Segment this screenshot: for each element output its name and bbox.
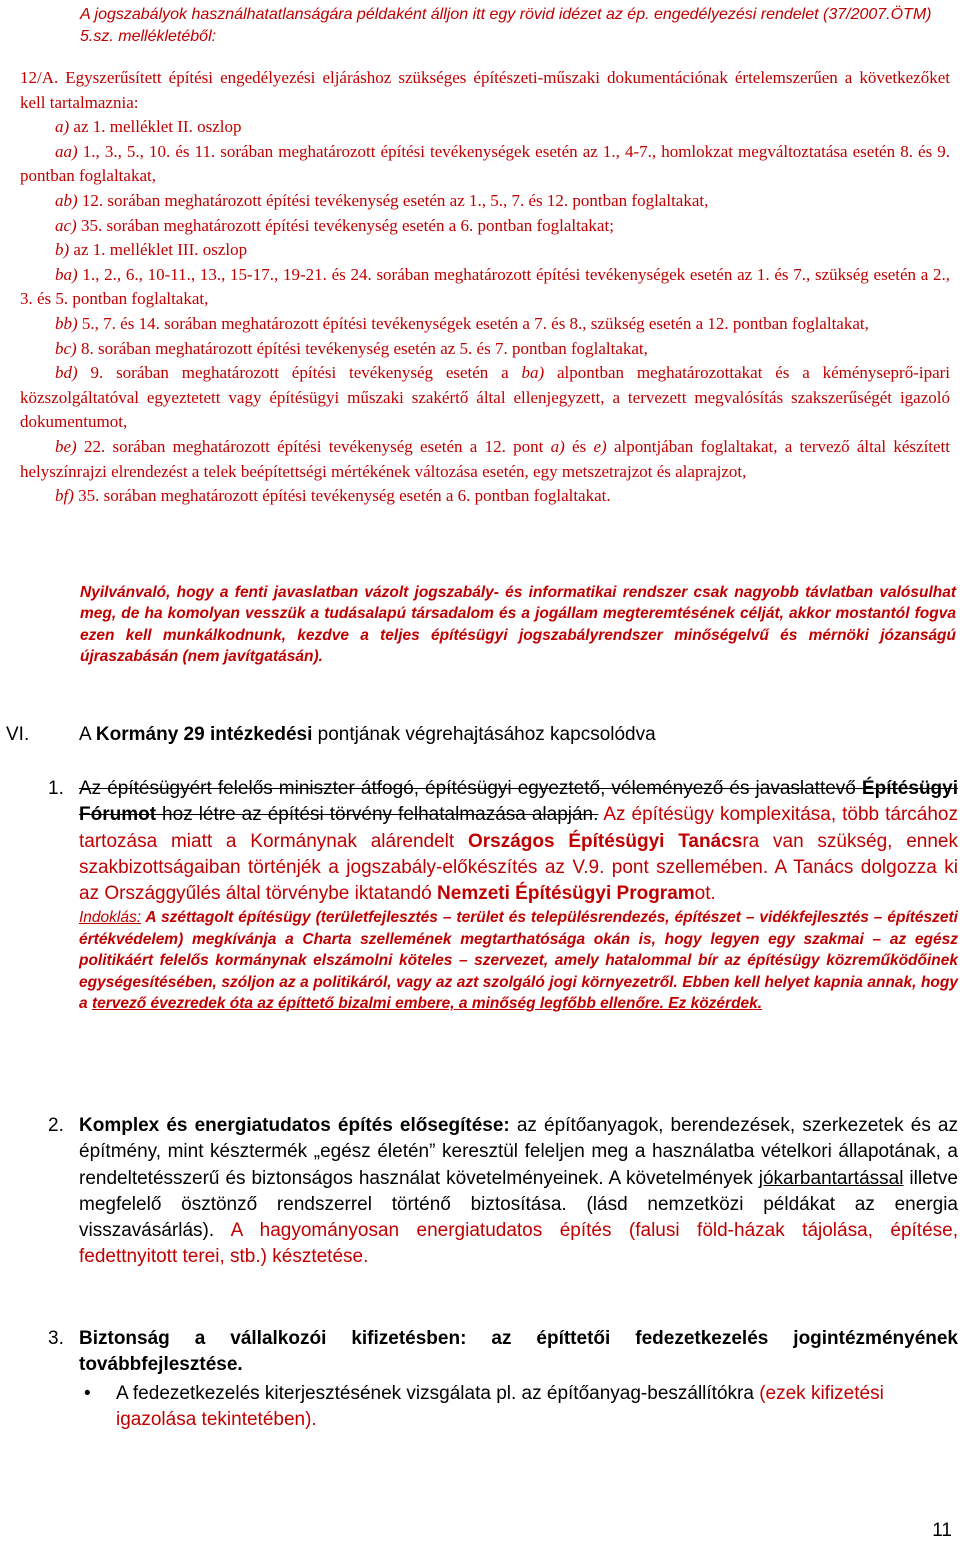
quote-heading: 12/A. Egyszerűsített építési engedélyezési eljáráshoz szükséges építészeti-műszaki dokumentációnak értelemszerűen a következőket kell tartalmaznia: — [20, 68, 950, 112]
item-3 — [48, 1326, 958, 1433]
regulation-quote — [20, 66, 950, 509]
page-number: 11 — [932, 1520, 952, 1541]
quote-bb: bb) 5., 7. és 14. sorában meghatározott építési tevékenységek esetén a 7. és 8., szükség esetén a 12. pontban foglaltakat, — [55, 313, 869, 333]
quote-ac: ac) 35. sorában meghatározott építési tevékenység esetén a 6. pontban foglaltakat; — [55, 215, 614, 235]
quote-aa: aa) 1., 3., 5., 10. és 11. sorában meghatározott építési tevékenységek esetén az 1., 4-7., homlokzat megváltoztatása esetén 8. és 9. pontban foglaltakat, — [20, 141, 951, 186]
intro-text: A jogszabályok használhatatlanságára példaként álljon itt egy rövid idézet az ép. engedélyezési rendelet (37/2007.ÖTM) 5.sz. mellékletéből: — [80, 6, 932, 45]
item-3-body: Biztonság a vállalkozói kifizetésben: az építtetői fedezetkezelés jogintézményének továbbfejlesztése. — [79, 1328, 958, 1376]
quote-ba: ba) 1., 2., 6., 10-11., 13., 15-17., 19-21. és 24. sorában meghatározott építési tevékenységek esetén az 1. és 7., szükség esetén a 2., 3. és 5. pontban foglaltakat, — [20, 264, 950, 309]
item-1-justification: Indoklás: A széttagolt építésügy (területfejlesztés – terület és településrendezés, építészet – vidékfejlesztés – építészeti értékvédelem) megkívánja a Charta szellemének megtarthatósága okán is, hogy legyen egy szakmai – az egész politikáért felelős kormánynak elszámolni köteles – szervezet, amely hatalommal bír az építésügy közreműködőinek egységesítésében, szóljon az a politikáról, vagy az azt szolgáló jogi környezetről. Ebben kell helyet kapnia annak, hogy a tervező évezredek óta az építtető bizalmi embere, a minőség legfőbb ellenőre. Ez közérdek. — [79, 909, 958, 1013]
section-title: A Kormány 29 intézkedési pontjának végrehajtásához kapcsolódva — [79, 724, 656, 745]
quote-bd: bd) 9. sorában meghatározott építési tevékenység esetén a ba) alpontban meghatározottakat és a kéményseprő-ipari közszolgáltatóval egyeztetett vagy építésügyi műszaki szakértő által ellenjegyzett, a tervezett megvalósítás szakszerűségét igazoló dokumentumot, — [20, 363, 951, 432]
quote-b: b) az 1. melléklet III. oszlop — [55, 240, 248, 260]
item-1-body: Az építésügyért felelős miniszter átfogó, építésügyi egyeztető, véleményező és javaslattevő Építésügyi Fórumot hoz létre az építési törvény felhatalmazása alapján. Az építésügy komplexitása, több tárcához tartozása miatt a Kormánynak alárendelt Országos Építésügyi Tanácsra van szükség, ennek szakbizottságaiban történjék a jogszabály-előkészítés az V.9. pont szellemében. A Tanács dolgozza ki az Országgyűlés által törvénybe iktatandó Nemzeti Építésügyi Programot. Indoklás: A széttagolt építésügy (területfejlesztés – terület és településrendezés, építészet – vidékfejlesztés – építészeti értékvédelem) megkívánja a Charta szellemének megtarthatósága okán is, hogy legyen egy szakmai – az egész politikáért felelős kormánynak elszámolni köteles – szervezet, amely hatalommal bír az építésügy közreműködőinek egységesítésében, szóljon az a politikáról, vagy az azt szolgáló jogi környezetről. Ebben kell helyet kapnia annak, hogy a tervező évezredek óta az építtető bizalmi embere, a minőség legfőbb ellenőre. Ez közérdek. — [79, 776, 958, 1015]
item-2-body: Komplex és energiatudatos építés elősegítése: az építőanyagok, berendezések, szerkezetek és az építmény, mint késztermék „egész életén” keresztül feleljen meg a használatba vételkori állapotának, a rendeltetésszerű és biztonságos használat követelményeinek. A követelmények jókarbantartással illetve megfelelő ösztönző rendszerrel történő biztosítása. (lásd nemzetközi példákat az energia visszavásárlás). A hagyományosan energiatudatos építés (falusi föld-házak tájolása, építése, fedettnyitott terei, stb.) késztetése. — [79, 1115, 959, 1268]
bullet-icon: • — [84, 1382, 91, 1404]
quote-ab: ab) 12. sorában meghatározott építési tevékenység esetén az 1., 5., 7. és 12. pontban foglaltakat, — [55, 190, 709, 210]
item-1-number: 1. — [48, 778, 64, 799]
commentary-note: Nyilvánvaló, hogy a fenti javaslatban vázolt jogszabály- és informatikai rendszer csak nagyobb távlatban valósulhat meg, de ha komolyan vesszük a tudásalapú társadalom és a jogállam megteremtésének célját, akkor mostantól fogva ezen kell munkálkodnunk, kezdve a teljes építésügyi jogszabályrendszer minőségelvű és mérnöki józanságú újraszabásán (nem javítgatásán). — [80, 584, 956, 666]
section-number: VI. — [6, 724, 30, 745]
quote-bc: bc) 8. sorában meghatározott építési tevékenység esetén az 5. és 7. pontban foglaltakat, — [55, 338, 648, 358]
quote-a: a) az 1. melléklet II. oszlop — [55, 117, 242, 137]
item-2-number: 2. — [48, 1115, 64, 1136]
quote-bf: bf) 35. sorában meghatározott építési tevékenység esetén a 6. pontban foglaltakat. — [55, 486, 611, 506]
item-2 — [48, 1113, 958, 1271]
item-1 — [48, 776, 958, 1015]
quote-be: be) 22. sorában meghatározott építési tevékenység esetén a 12. pont a) és e) alpontjában foglaltakat, a tervező által készített helyszínrajzi elrendezést a telek beépítettségi mértékének változása esetén, egy metszetrajzot és alaprajzot, — [20, 436, 951, 481]
item-3-bullet: • A fedezetkezelés kiterjesztésének vizsgálata pl. az építőanyag-beszállítókra (ezek kifizetési igazolása tekintetében). — [84, 1382, 884, 1430]
item-3-number: 3. — [48, 1328, 64, 1349]
